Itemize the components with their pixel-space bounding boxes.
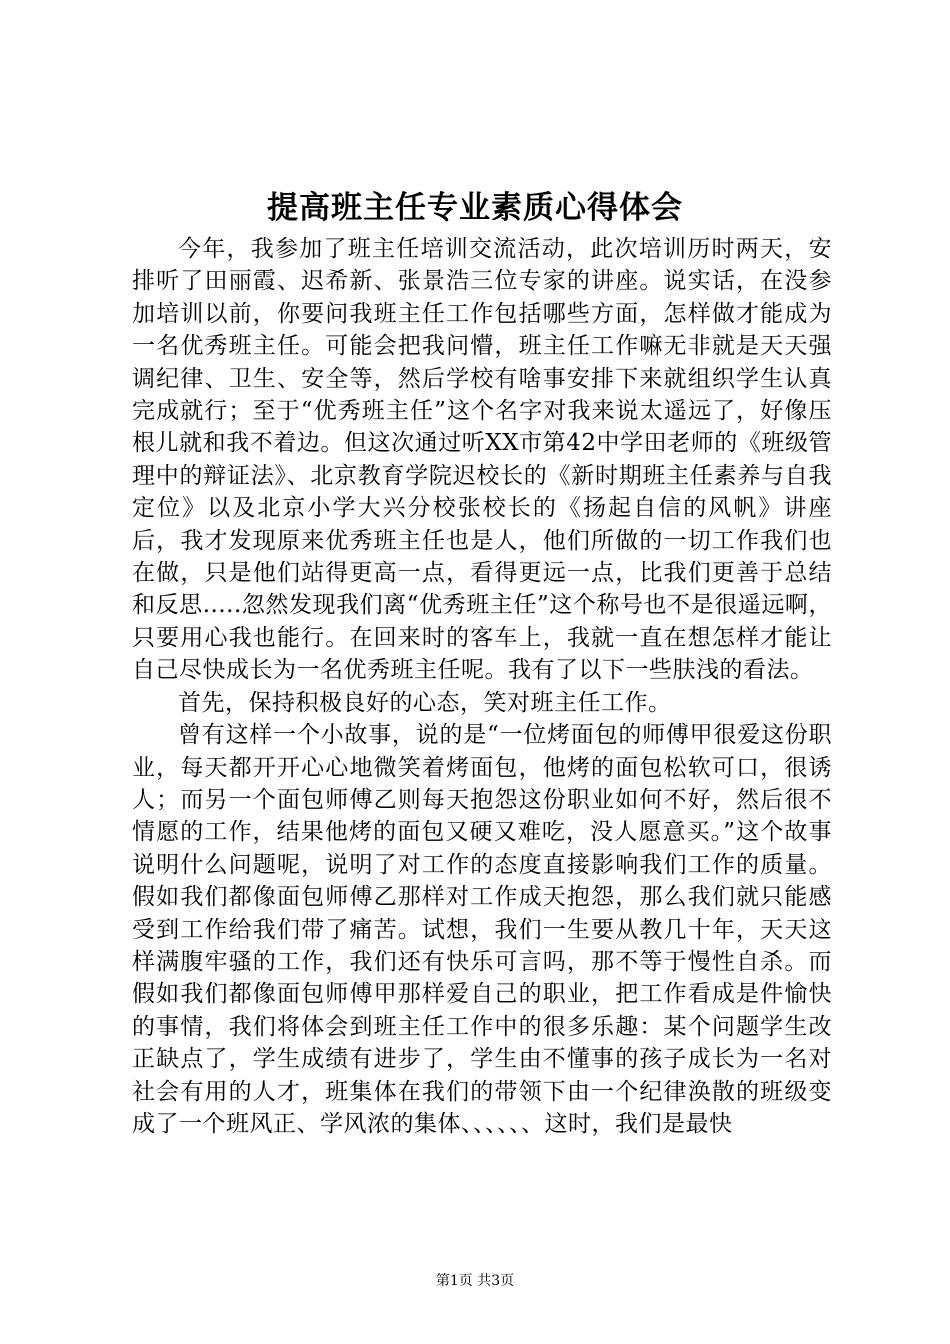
paragraph-story: 曾有这样一个小故事，说的是“一位烤面包的师傅甲很爱这份职业，每天都开开心心地微笑着烤面包，他烤的面包松软可口，很诱人；而另一个面包师傅乙则每天抱怨这份职业如何不好，然后很不情愿的工作，结果他烤的面包又硬又难吃，没人愿意买。”这个故事说明什么问题呢，说明了对工作的态度直接影响我们工作的质量。假如我们都像面包师傅乙那样对工作成天抱怨，那么我们就只能感受到工作给我们带了痛苦。试想，我们一生要从教几十年，天天这样满腹牢骚的工作，我们还有快乐可言吗，那不等于慢性自杀。而假如我们都像面包师傅甲那样爱自己的职业，把工作看成是件愉快的事情，我们将体会到班主任工作中的很多乐趣：某个问题学生改正缺点了，学生成绩有进步了，学生由不懂事的孩子成长为一名对社会有用的人才，班集体在我们的带领下由一个纪律涣散的班级变成了一个班风正、学风浓的集体、、、、、、这时，我们是最快 <box>132 722 832 1137</box>
paragraph-intro: 今年，我参加了班主任培训交流活动，此次培训历时两天，安排听了田丽霞、迟希新、张景浩三位专家的讲座。说实话，在没参加培训以前，你要问我班主任工作包括哪些方面，怎样做才能成为一名优秀班主任。可能会把我问懵，班主任工作嘛无非就是天天强调纪律、卫生、安全等，然后学校有啥事安排下来就组织学生认真完成就行；至于“优秀班主任”这个名字对我来说太遥远了，好像压根儿就和我不着边。但这次通过听XX市第42中学田老师的《班级管理中的辩证法》、北京教育学院迟校长的《新时期班主任素养与自我定位》以及北京小学大兴分校张校长的《扬起自信的风帆》讲座后，我才发现原来优秀班主任也是人，他们所做的一切工作我们也在做，只是他们站得更高一点，看得更远一点，比我们更善于总结和反思.....忽然发现我们离“优秀班主任”这个称号也不是很遥远啊，只要用心我也能行。在回来时的客车上，我就一直在想怎样才能让自己尽快成长为一名优秀班主任呢。我有了以下一些肤浅的看法。 <box>132 236 832 684</box>
paragraph-first-point: 首先，保持积极良好的心态，笑对班主任工作。 <box>178 689 672 716</box>
document-title: 提高班主任专业素质心得体会 <box>267 190 683 226</box>
page-footer: 第1页 共3页 <box>435 1273 515 1289</box>
document-body <box>132 233 832 1140</box>
